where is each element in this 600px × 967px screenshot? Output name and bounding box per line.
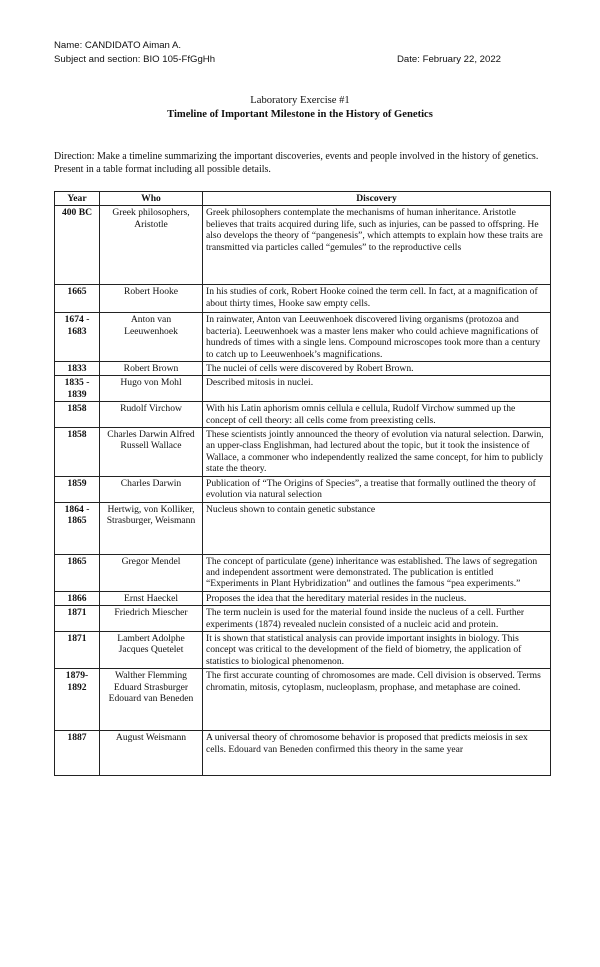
table-row bbox=[55, 554, 551, 591]
discovery-cell: Greek philosophers contemplate the mechanisms of human inheritance. Aristotle believes that traits acquired during life, such as injuries, can be passed to offspring. He also develops the theory of “pangenesis”, which attempts to explain how these traits are transmitted via particles called “gemules” to the reproductive cells bbox=[203, 206, 551, 285]
table-row bbox=[55, 631, 551, 668]
year-column-header: Year bbox=[55, 192, 100, 206]
subject-section: Subject and section: BIO 105-FfGgHh bbox=[54, 54, 216, 65]
who-cell: Lambert Adolphe Jacques Quetelet bbox=[100, 631, 203, 668]
table-row bbox=[55, 731, 551, 776]
student-name: Name: CANDIDATO Aiman A. bbox=[54, 40, 182, 51]
who-cell: Friedrich Miescher bbox=[100, 606, 203, 632]
discovery-column-header: Discovery bbox=[203, 192, 551, 206]
year-cell: 1674 - 1683 bbox=[55, 313, 100, 362]
who-cell: Hertwig, von Kolliker, Strasburger, Weismann bbox=[100, 502, 203, 554]
year-cell: 1866 bbox=[55, 591, 100, 605]
who-column-header: Who bbox=[100, 192, 203, 206]
table-row bbox=[55, 502, 551, 554]
who-cell: Gregor Mendel bbox=[100, 554, 203, 591]
year-cell: 1865 bbox=[55, 554, 100, 591]
discovery-cell: In his studies of cork, Robert Hooke coined the term cell. In fact, at a magnification of about thirty times, Hooke saw empty cells. bbox=[203, 285, 551, 313]
table-row bbox=[55, 669, 551, 731]
timeline-table bbox=[54, 191, 551, 776]
year-cell: 1858 bbox=[55, 428, 100, 477]
table-row bbox=[55, 591, 551, 605]
table-row bbox=[55, 285, 551, 313]
who-cell: Walther Flemming Eduard Strasburger Edouard van Beneden bbox=[100, 669, 203, 731]
table-row bbox=[55, 476, 551, 502]
discovery-cell: Publication of “The Origins of Species”, a treatise that formally outlined the theory of evolution via natural selection bbox=[203, 476, 551, 502]
discovery-cell: It is shown that statistical analysis can provide important insights in biology. This concept was critical to the development of the field of biometry, the application of statistics to biological phenomenon. bbox=[203, 631, 551, 668]
who-cell: Greek philosophers, Aristotle bbox=[100, 206, 203, 285]
year-cell: 1864 - 1865 bbox=[55, 502, 100, 554]
document-date: Date: February 22, 2022 bbox=[397, 54, 501, 65]
year-cell: 1835 - 1839 bbox=[55, 376, 100, 402]
table-row bbox=[55, 376, 551, 402]
discovery-cell: Described mitosis in nuclei. bbox=[203, 376, 551, 402]
year-cell: 1665 bbox=[55, 285, 100, 313]
who-cell: Hugo von Mohl bbox=[100, 376, 203, 402]
table-row bbox=[55, 313, 551, 362]
who-cell: Robert Hooke bbox=[100, 285, 203, 313]
who-cell: Ernst Haeckel bbox=[100, 591, 203, 605]
table-row bbox=[55, 428, 551, 477]
discovery-cell: Proposes the idea that the hereditary material resides in the nucleus. bbox=[203, 591, 551, 605]
discovery-cell: With his Latin aphorism omnis cellula e cellula, Rudolf Virchow summed up the concept of cell theory: all cells come from preexisting cells. bbox=[203, 402, 551, 428]
year-cell: 1871 bbox=[55, 631, 100, 668]
year-cell: 1887 bbox=[55, 731, 100, 776]
who-cell: August Weismann bbox=[100, 731, 203, 776]
year-cell: 1879-1892 bbox=[55, 669, 100, 731]
direction-text: Direction: Make a timeline summarizing the important discoveries, events and people involved in the history of genetics. Present in a table format including all possible details. bbox=[54, 151, 539, 175]
who-cell: Robert Brown bbox=[100, 362, 203, 376]
year-cell: 1833 bbox=[55, 362, 100, 376]
table-row bbox=[55, 606, 551, 632]
discovery-cell: The term nuclein is used for the material found inside the nucleus of a cell. Further experiments (1874) revealed nuclein consisted of a nucleic acid and protein. bbox=[203, 606, 551, 632]
discovery-cell: The concept of particulate (gene) inheritance was established. The laws of segregation and independent assortment were demonstrated. The publication is entitled “Experiments in Plant Hybridization” and outlines the famous “pea experiments.” bbox=[203, 554, 551, 591]
discovery-cell: A universal theory of chromosome behavior is proposed that predicts meiosis in sex cells. Edouard van Beneden confirmed this theory in the same year bbox=[203, 731, 551, 776]
who-cell: Rudolf Virchow bbox=[100, 402, 203, 428]
exercise-label: Laboratory Exercise #1 bbox=[250, 95, 350, 106]
discovery-cell: In rainwater, Anton van Leeuwenhoek discovered living organisms (protozoa and bacteria). Leeuwenhoek was a master lens maker who could achieve magnifications of hundreds of times with a single lens. Compound microscopes took more than a century to catch up to Leeuwenhoek’s magnifications. bbox=[203, 313, 551, 362]
who-cell: Charles Darwin bbox=[100, 476, 203, 502]
table-row bbox=[55, 362, 551, 376]
table-row bbox=[55, 206, 551, 285]
page-title: Timeline of Important Milestone in the History of Genetics bbox=[167, 109, 433, 120]
table-row bbox=[55, 402, 551, 428]
discovery-cell: The first accurate counting of chromosomes are made. Cell division is observed. Terms chromatin, mitosis, cytoplasm, nucleoplasm, prophase, and metaphase are coined. bbox=[203, 669, 551, 731]
discovery-cell: Nucleus shown to contain genetic substance bbox=[203, 502, 551, 554]
who-cell: Charles Darwin Alfred Russell Wallace bbox=[100, 428, 203, 477]
year-cell: 1858 bbox=[55, 402, 100, 428]
year-cell: 1859 bbox=[55, 476, 100, 502]
discovery-cell: These scientists jointly announced the theory of evolution via natural selection. Darwin, an upper-class Englishman, had lectured about the topic, but it took the insistence of Wallace, a commoner who independently realized the same concept, for him to publicly state the theory. bbox=[203, 428, 551, 477]
year-cell: 1871 bbox=[55, 606, 100, 632]
discovery-cell: The nuclei of cells were discovered by Robert Brown. bbox=[203, 362, 551, 376]
table-header-row bbox=[55, 192, 551, 206]
who-cell: Anton van Leeuwenhoek bbox=[100, 313, 203, 362]
year-cell: 400 BC bbox=[55, 206, 100, 285]
